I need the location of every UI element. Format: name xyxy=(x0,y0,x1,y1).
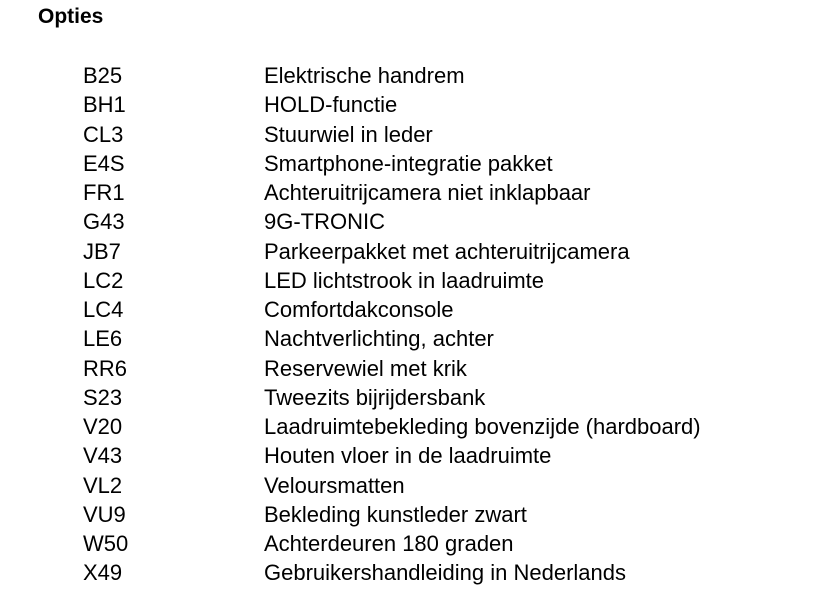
list-item xyxy=(0,178,816,207)
list-item xyxy=(0,207,816,236)
option-code: BH1 xyxy=(83,92,126,118)
option-code: VU9 xyxy=(83,501,126,527)
option-description: Houten vloer in de laadruimte xyxy=(264,443,552,469)
option-code: W50 xyxy=(83,531,129,556)
option-description: Parkeerpakket met achteruitrijcamera xyxy=(264,238,630,264)
option-code: JB7 xyxy=(83,238,121,264)
option-code: LC4 xyxy=(83,297,124,322)
list-item xyxy=(0,441,816,470)
list-item xyxy=(0,558,816,587)
option-description: Smartphone-integratie pakket xyxy=(264,150,553,176)
option-description: Tweezits bijrijdersbank xyxy=(264,384,486,410)
option-code: CL3 xyxy=(83,121,124,147)
option-description: HOLD-functie xyxy=(264,92,398,118)
option-description: Achteruitrijcamera niet inklapbaar xyxy=(264,180,591,205)
option-code: FR1 xyxy=(83,180,125,205)
option-code: LE6 xyxy=(83,326,123,352)
page-title: Opties xyxy=(38,5,104,28)
option-code: X49 xyxy=(83,560,123,586)
list-item xyxy=(0,324,816,353)
option-code: RR6 xyxy=(83,355,128,381)
option-code: LC2 xyxy=(83,267,124,293)
option-code: V20 xyxy=(83,414,123,439)
option-description: Stuurwiel in leder xyxy=(264,121,433,147)
options-list xyxy=(0,61,816,588)
option-description: Comfortdakconsole xyxy=(264,297,454,322)
list-item xyxy=(0,383,816,412)
option-description: Nachtverlichting, achter xyxy=(264,326,494,352)
option-code: S23 xyxy=(83,384,123,410)
option-description: Laadruimtebekleding bovenzijde (hardboard) xyxy=(264,414,701,439)
option-code: E4S xyxy=(83,150,125,176)
list-item xyxy=(0,529,816,558)
option-description: Achterdeuren 180 graden xyxy=(264,531,514,556)
option-code: B25 xyxy=(83,63,123,88)
option-description: Reservewiel met krik xyxy=(264,355,467,381)
list-item xyxy=(0,500,816,529)
option-description: Elektrische handrem xyxy=(264,63,465,88)
list-item xyxy=(0,90,816,119)
list-item xyxy=(0,295,816,324)
list-item xyxy=(0,61,816,90)
list-item xyxy=(0,354,816,383)
option-code: G43 xyxy=(83,209,125,235)
option-code: VL2 xyxy=(83,472,123,498)
option-description: LED lichtstrook in laadruimte xyxy=(264,267,545,293)
option-description: Veloursmatten xyxy=(264,472,405,498)
list-item xyxy=(0,120,816,149)
list-item xyxy=(0,237,816,266)
list-item xyxy=(0,266,816,295)
list-item xyxy=(0,149,816,178)
list-item xyxy=(0,471,816,500)
option-description: Gebruikershandleiding in Nederlands xyxy=(264,560,627,586)
option-description: Bekleding kunstleder zwart xyxy=(264,501,527,527)
option-code: V43 xyxy=(83,443,123,469)
option-description: 9G-TRONIC xyxy=(264,209,385,235)
list-item xyxy=(0,412,816,441)
